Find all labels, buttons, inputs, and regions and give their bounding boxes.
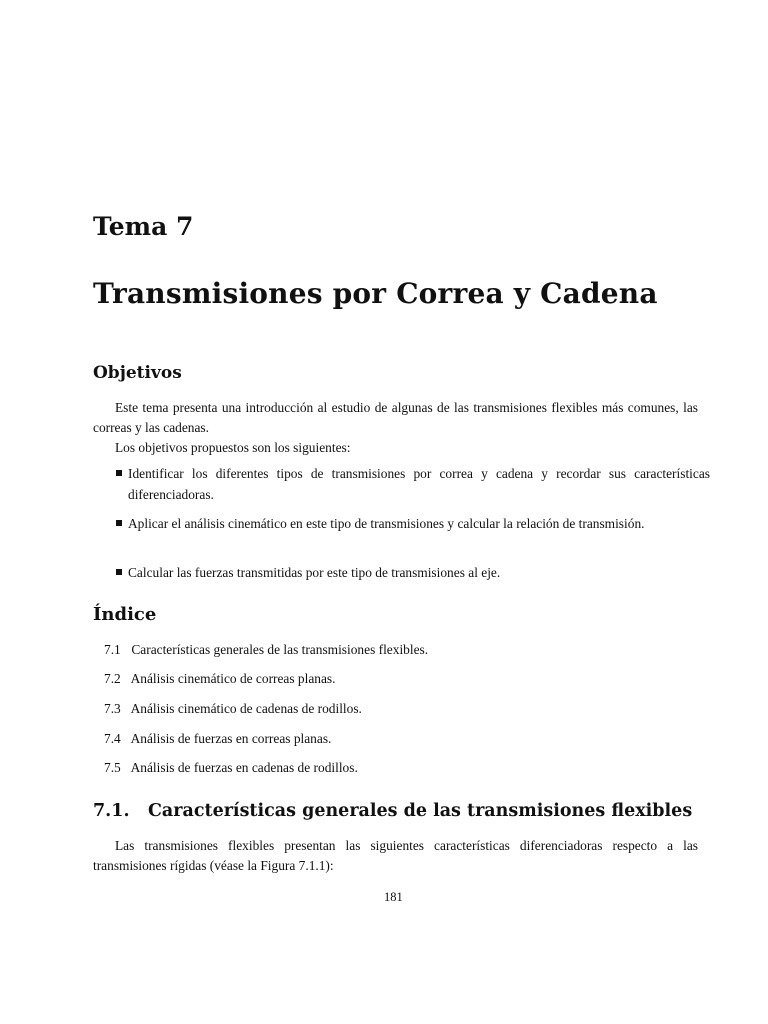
objetivos-heading: Objetivos [93,363,182,383]
section-body: Las transmisiones flexibles presentan las siguientes características diferenciadoras respecto a las transmisiones rígidas (véase la Figura 7.1.1): [93,838,698,873]
toc-item-number: 7.5 [104,760,121,775]
chapter-title: Transmisiones por Correa y Cadena [93,277,658,310]
toc-item-number: 7.3 [104,701,121,716]
indice-heading: Índice [93,604,157,625]
objetivo-item [116,562,710,583]
toc-item-text: Características generales de las transmisiones flexibles. [131,642,429,657]
objetivos-lead: Los objetivos propuestos son los siguientes: [115,440,351,455]
objetivos-intro: Este tema presenta una introducción al estudio de algunas de las transmisiones flexibles más comunes, las correas y las cadenas. [93,400,698,435]
toc-item [104,729,331,749]
objetivo-item [116,513,710,534]
page-number: 181 [384,890,403,904]
section-number: 7.1. [93,801,130,821]
toc-item-number: 7.4 [104,731,121,746]
toc-item-text: Análisis de fuerzas en cadenas de rodillos. [130,760,358,775]
objetivo-item-text: Aplicar el análisis cinemático en este tipo de transmisiones y calcular la relación de transmisión. [128,516,645,531]
objetivo-item-text: Identificar los diferentes tipos de transmisiones por correa y cadena y recordar sus características diferenciadoras. [128,466,710,502]
section-title: Características generales de las transmisiones flexibles [148,801,693,821]
section-heading [93,801,692,821]
chapter-label: Tema 7 [93,212,194,241]
bullet-square-icon [116,520,122,526]
toc-item-number: 7.1 [104,642,121,657]
toc-item-text: Análisis de fuerzas en correas planas. [130,731,332,746]
toc-item [104,758,358,778]
bullet-square-icon [116,569,122,575]
toc-item [104,640,428,660]
toc-item-text: Análisis cinemático de correas planas. [130,671,336,686]
toc-item-text: Análisis cinemático de cadenas de rodillos. [130,701,362,716]
bullet-square-icon [116,470,122,476]
toc-item [104,669,335,689]
objetivo-item-text: Calcular las fuerzas transmitidas por este tipo de transmisiones al eje. [128,565,501,580]
objetivo-item [116,463,710,505]
toc-item-number: 7.2 [104,671,121,686]
toc-item [104,699,362,719]
